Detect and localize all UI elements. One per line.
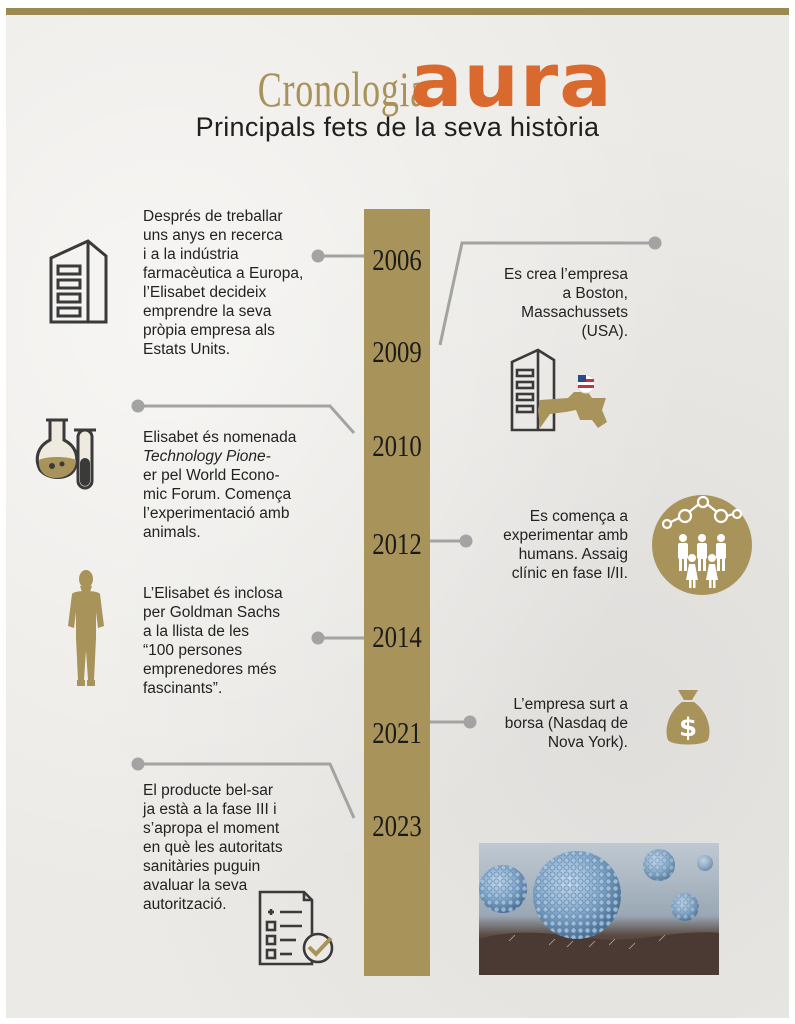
connector-dot-2009 xyxy=(650,238,660,248)
dollar-sign: $ xyxy=(678,713,698,743)
year-2012: 2012 xyxy=(372,526,422,561)
checklist-icon xyxy=(256,888,336,968)
connector-dot-2023 xyxy=(133,759,143,769)
event-text-2009: Es crea l’empresa a Boston, Massachussets (USA). xyxy=(503,266,628,340)
money-bag-icon xyxy=(664,686,712,748)
event-text-2006: Després de treballar uns anys en recerca i a la indústria farmacèutica a Europa, l’Elisabet decideix emprendre la seva pròpia empresa als Estats Units. xyxy=(143,208,304,358)
year-2014: 2014 xyxy=(372,619,422,654)
connector-dot-2010 xyxy=(133,401,143,411)
massachusetts-map-icon xyxy=(510,348,610,432)
event-text-2021: L’empresa surt a borsa (Nasdaq de Nova York). xyxy=(504,696,628,751)
event-text-2023: El producte bel-sar ja està a la fase III i s’apropa el moment en què les autoritats sanitàries puguin avaluar la seva autorització. xyxy=(143,782,283,913)
event-text-2014: L’Elisabet és inclosa per Goldman Sachs a la llista de les “100 persones emprenedores més fascinants”. xyxy=(143,585,283,697)
event-text-2012: Es comença a experimentar amb humans. Assaig clínic en fase I/II. xyxy=(503,508,628,582)
year-2006: 2006 xyxy=(372,242,422,277)
year-2009: 2009 xyxy=(372,334,422,369)
virus-particles-image xyxy=(479,843,719,975)
office-building-icon xyxy=(48,238,110,324)
title-aura-logo: aura xyxy=(409,38,613,124)
year-2023: 2023 xyxy=(372,808,422,843)
people-network-icon xyxy=(651,494,753,596)
lab-flask-icon xyxy=(32,414,98,494)
timeline-bar xyxy=(364,209,430,976)
page-subtitle: Principals fets de la seva història xyxy=(195,112,600,142)
event-text-2010: Elisabet és nomenada Technology Pione- er pel World Econo- mic Forum. Comença l’experimentació amb animals. xyxy=(143,429,297,541)
title-cronologia: Cronologia xyxy=(258,61,428,117)
year-2021: 2021 xyxy=(372,715,422,750)
year-2010: 2010 xyxy=(372,428,422,463)
businesswoman-icon xyxy=(66,568,106,692)
